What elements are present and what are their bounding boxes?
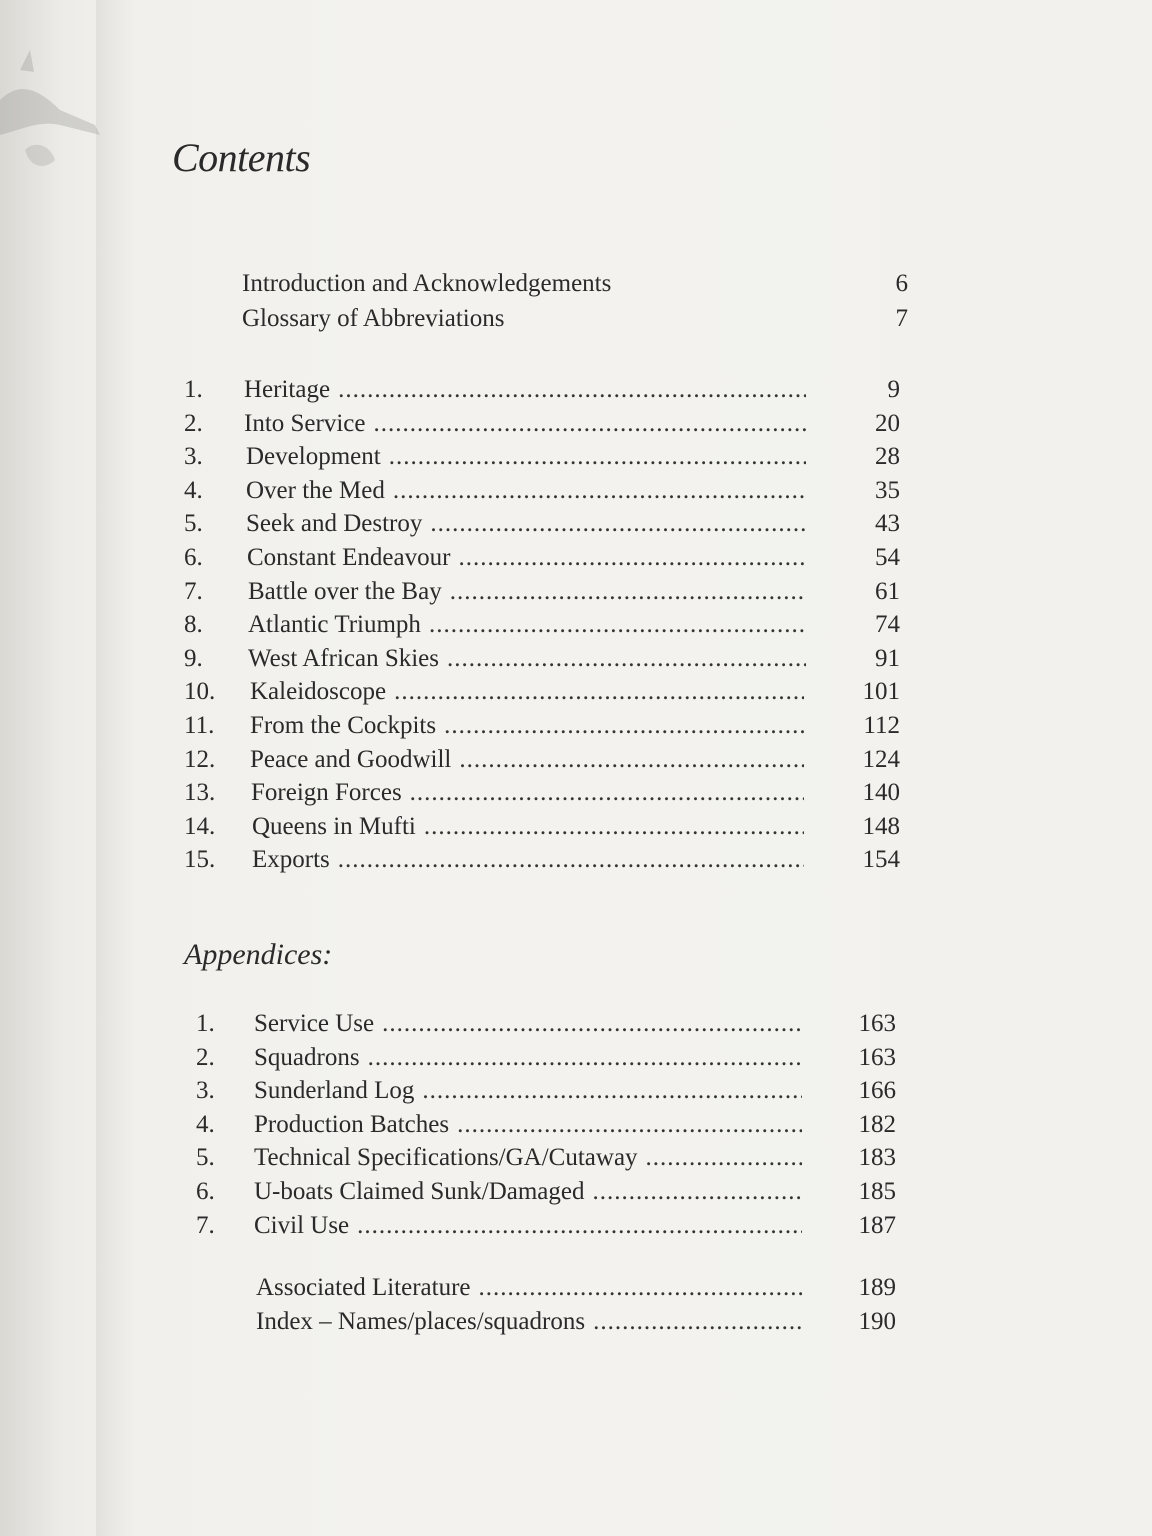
page-number: 7	[895, 305, 908, 332]
chapter-number: 15.	[184, 846, 216, 874]
back-matter-title: Index – Names/places/squadrons	[256, 1307, 586, 1335]
dot-leader	[646, 1144, 802, 1172]
appendix-entry	[196, 1044, 896, 1078]
chapter-title-leader	[246, 443, 810, 471]
back-matter-title-leader	[256, 1308, 806, 1336]
chapter-number: 6.	[184, 543, 203, 571]
chapter-entry	[184, 376, 900, 410]
appendix-entry	[196, 1144, 896, 1178]
chapter-entry	[184, 813, 900, 847]
front-matter-list	[242, 270, 908, 340]
dot-leader	[424, 813, 804, 841]
dot-leader	[338, 376, 806, 404]
appendix-title-leader	[254, 1077, 806, 1105]
appendix-number: 4.	[196, 1110, 215, 1138]
chapter-title: Queens in Mufti	[252, 812, 416, 840]
bleed-through-illustration	[0, 40, 110, 200]
chapter-title: From the Cockpits	[250, 711, 437, 739]
chapter-title: West African Skies	[248, 644, 440, 672]
chapter-entry	[184, 712, 900, 746]
page-number: 20	[875, 409, 900, 437]
chapter-title-leader	[247, 544, 810, 572]
chapter-number: 8.	[184, 611, 203, 639]
chapter-number: 11.	[184, 711, 215, 739]
back-matter-entry	[196, 1308, 896, 1342]
chapter-title-leader	[250, 712, 808, 740]
chapter-title: Into Service	[244, 409, 366, 437]
appendix-title-leader	[254, 1044, 806, 1072]
chapter-entry	[184, 611, 900, 645]
chapter-entry	[184, 846, 900, 880]
page-number: 163	[858, 1010, 896, 1037]
chapter-entry	[184, 645, 900, 679]
chapter-title-leader	[244, 376, 810, 404]
page-number: 154	[862, 846, 900, 874]
appendix-title: Civil Use	[254, 1211, 350, 1239]
chapter-number: 5.	[184, 510, 203, 538]
chapter-title-leader	[250, 746, 808, 774]
chapter-number: 12.	[184, 745, 216, 773]
appendix-title: U-boats Claimed Sunk/Damaged	[254, 1177, 585, 1205]
dot-leader	[430, 510, 806, 538]
appendix-number: 6.	[196, 1177, 215, 1205]
page-gutter-shadow	[96, 0, 136, 1536]
appendix-title: Squadrons	[254, 1043, 360, 1071]
chapter-number: 3.	[184, 443, 203, 471]
page-number: 124	[862, 745, 900, 773]
chapter-entry	[184, 510, 900, 544]
chapter-title-leader	[252, 846, 808, 874]
front-matter-entry	[242, 305, 908, 340]
page-number: 190	[858, 1307, 896, 1335]
chapter-entry	[184, 578, 900, 612]
back-matter-entry	[196, 1274, 896, 1308]
chapter-title-leader	[251, 779, 808, 807]
chapter-entry	[184, 746, 900, 780]
dot-leader	[593, 1308, 802, 1336]
entry-title: Glossary of Abbreviations	[242, 305, 505, 332]
back-matter-title: Associated Literature	[256, 1274, 471, 1301]
chapter-entry	[184, 544, 900, 578]
page-number: 148	[862, 812, 900, 840]
page-number: 61	[875, 577, 900, 605]
page-number: 6	[895, 270, 908, 297]
chapter-number: 1.	[184, 376, 203, 403]
page-number: 183	[858, 1144, 896, 1172]
front-matter-entry	[242, 270, 908, 305]
appendix-title-leader	[254, 1212, 806, 1240]
dot-leader	[457, 1111, 802, 1139]
appendix-title: Service Use	[254, 1010, 375, 1037]
chapter-entry	[184, 678, 900, 712]
dot-leader	[357, 1212, 802, 1240]
chapter-title: Battle over the Bay	[248, 577, 442, 605]
chapter-number: 7.	[184, 577, 203, 605]
page-number: 112	[863, 711, 900, 739]
chapter-title-leader	[248, 578, 810, 606]
page-number: 140	[862, 779, 900, 807]
chapter-title-leader	[252, 813, 808, 841]
entry-title: Introduction and Acknowledgements	[242, 270, 612, 297]
dot-leader	[338, 846, 804, 874]
page-number: 101	[862, 678, 900, 706]
chapter-list	[184, 376, 900, 880]
page-number: 9	[887, 376, 900, 403]
chapter-title: Peace and Goodwill	[250, 745, 452, 773]
page-number: 187	[858, 1211, 896, 1239]
chapter-title: Seek and Destroy	[246, 510, 423, 538]
appendix-number: 7.	[196, 1211, 215, 1239]
page-number: 182	[858, 1110, 896, 1138]
appendix-number: 2.	[196, 1043, 215, 1071]
appendix-list	[196, 1010, 896, 1245]
dot-leader	[459, 746, 804, 774]
page-number: 189	[858, 1274, 896, 1301]
dot-leader	[429, 611, 806, 639]
chapter-title: Over the Med	[246, 476, 385, 504]
chapter-number: 9.	[184, 644, 203, 672]
chapter-title-leader	[244, 410, 810, 438]
dot-leader	[450, 578, 806, 606]
page-number: 28	[875, 443, 900, 471]
dot-leader	[479, 1274, 803, 1302]
chapter-title: Constant Endeavour	[247, 543, 451, 571]
dot-leader	[447, 645, 806, 673]
chapter-title: Atlantic Triumph	[248, 611, 421, 639]
page-number: 74	[875, 611, 900, 639]
dot-leader	[422, 1077, 802, 1105]
appendix-title: Sunderland Log	[254, 1077, 415, 1105]
appendix-title: Technical Specifications/GA/Cutaway	[254, 1144, 638, 1172]
chapter-number: 13.	[184, 779, 216, 807]
appendix-number: 1.	[196, 1010, 215, 1037]
chapter-number: 4.	[184, 476, 203, 504]
page-number: 54	[875, 543, 900, 571]
page-number: 43	[875, 510, 900, 538]
chapter-title: Exports	[252, 846, 330, 874]
dot-leader	[394, 678, 804, 706]
chapter-number: 10.	[184, 678, 216, 706]
back-matter-title-leader	[256, 1274, 806, 1302]
chapter-entry	[184, 410, 900, 444]
appendix-entry	[196, 1178, 896, 1212]
chapter-title-leader	[246, 510, 810, 538]
page-number: 91	[875, 644, 900, 672]
appendix-entry	[196, 1212, 896, 1246]
chapter-number: 2.	[184, 409, 203, 437]
chapter-title-leader	[246, 477, 810, 505]
chapter-entry	[184, 443, 900, 477]
chapter-title: Kaleidoscope	[250, 678, 387, 706]
appendix-entry	[196, 1010, 896, 1044]
back-matter-list	[196, 1274, 896, 1341]
chapter-title: Heritage	[244, 376, 331, 403]
dot-leader	[410, 779, 804, 807]
appendix-entry	[196, 1077, 896, 1111]
dot-leader	[368, 1044, 802, 1072]
appendix-number: 5.	[196, 1144, 215, 1172]
appendix-title-leader	[254, 1144, 806, 1172]
chapter-title-leader	[250, 678, 808, 706]
appendices-heading: Appendices:	[184, 938, 333, 971]
chapter-entry	[184, 779, 900, 813]
page-number: 185	[858, 1177, 896, 1205]
chapter-title-leader	[248, 645, 810, 673]
dot-leader	[382, 1010, 802, 1038]
dot-leader	[593, 1178, 803, 1206]
chapter-title: Foreign Forces	[251, 779, 402, 807]
chapter-entry	[184, 477, 900, 511]
page-number: 166	[858, 1077, 896, 1105]
page-number: 163	[858, 1043, 896, 1071]
page-number: 35	[875, 476, 900, 504]
appendix-title-leader	[254, 1111, 806, 1139]
appendix-entry	[196, 1111, 896, 1145]
appendix-title-leader	[254, 1010, 806, 1038]
dot-leader	[373, 410, 806, 438]
page-title: Contents	[172, 135, 311, 180]
appendix-title-leader	[254, 1178, 806, 1206]
appendix-number: 3.	[196, 1077, 215, 1105]
chapter-number: 14.	[184, 812, 216, 840]
dot-leader	[458, 544, 806, 572]
dot-leader	[393, 477, 806, 505]
appendix-title: Production Batches	[254, 1110, 450, 1138]
dot-leader	[444, 712, 804, 740]
dot-leader	[389, 443, 806, 471]
chapter-title-leader	[248, 611, 810, 639]
chapter-title: Development	[246, 443, 381, 471]
